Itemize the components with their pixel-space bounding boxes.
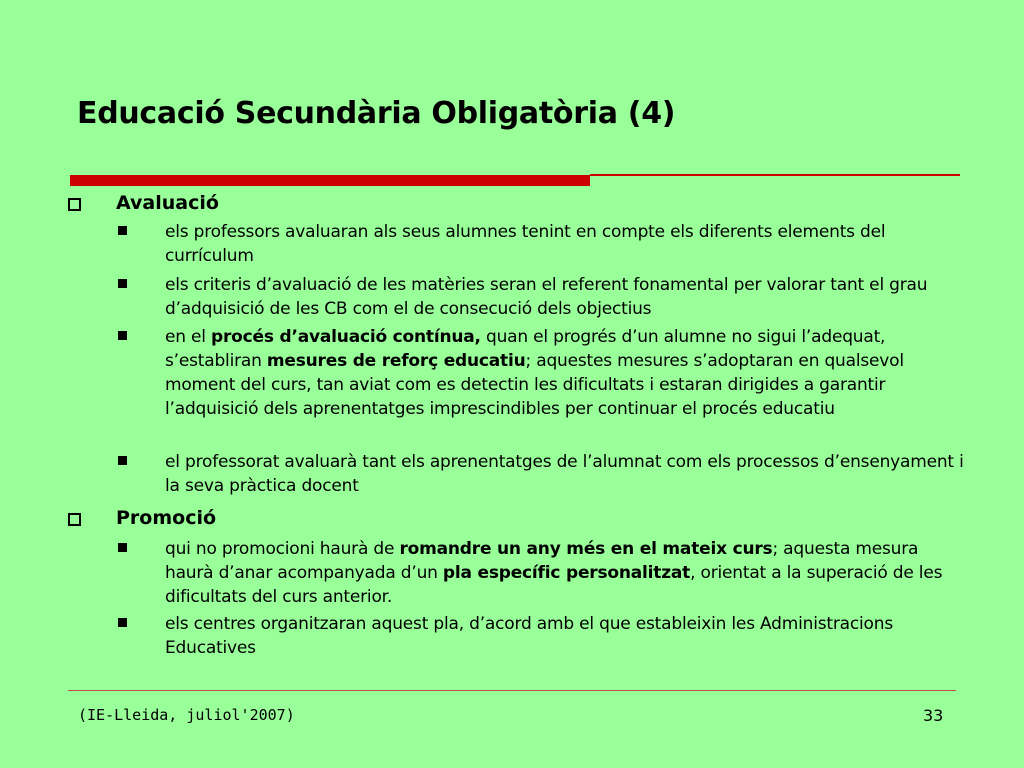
slide-title: Educació Secundària Obligatòria (4) (77, 96, 676, 131)
bullet-icon (118, 331, 127, 340)
bold-text: pla específic personalitzat (442, 563, 691, 583)
bullet-text: qui no promocioni haurà de (165, 539, 400, 559)
section-heading-avaluacio: Avaluació (116, 192, 219, 214)
bullet-text: els professors avaluaran als seus alumnes tenint en compte els diferents elements del currículum (165, 222, 886, 266)
section-marker-icon (68, 513, 81, 526)
bullet-icon (118, 456, 127, 465)
bullet-text: quan el progrés d’un alumne no sigui l’adequat, s’establiran (165, 327, 886, 371)
bold-text: romandre un any més en el mateix curs (399, 539, 773, 559)
list-item (165, 220, 965, 268)
bullet-icon (118, 226, 127, 235)
list-item (165, 325, 965, 421)
footer-source: (IE-Lleida, juliol'2007) (78, 706, 295, 724)
bullet-icon (118, 543, 127, 552)
bold-text: procés d’avaluació contínua, (211, 327, 481, 347)
section-heading-promocio: Promoció (116, 507, 217, 529)
title-underline-thin (590, 174, 960, 176)
bullet-text: ; aquesta mesura haurà d’anar acompanyada d’un (165, 539, 919, 583)
bullet-icon (118, 279, 127, 288)
list-item (165, 450, 965, 498)
bullet-icon (118, 618, 127, 627)
list-item (165, 273, 965, 321)
footer-rule (68, 690, 956, 691)
page-number: 33 (923, 706, 944, 725)
bullet-text: ; aquestes mesures s’adoptaran en qualsevol moment del curs, tan aviat com es detectin les dificultats i estaran dirigides a garantir l’adquisició dels aprenentatges imprescindibles per continuar el procés educatiu (165, 351, 904, 419)
bold-text: mesures de reforç educatiu (266, 351, 526, 371)
bullet-text: els centres organitzaran aquest pla, d’acord amb el que estableixin les Administracions Educatives (165, 614, 893, 658)
list-item (165, 612, 965, 660)
title-underline-thick (70, 175, 590, 186)
list-item (165, 537, 965, 609)
section-marker-icon (68, 198, 81, 211)
bullet-text: el professorat avaluarà tant els aprenentatges de l’alumnat com els processos d’ensenyament i la seva pràctica docent (165, 452, 964, 496)
bullet-text: els criteris d’avaluació de les matèries seran el referent fonamental per valorar tant el grau d’adquisició de les CB com el de consecució dels objectius (165, 275, 928, 319)
bullet-text: en el (165, 327, 212, 347)
bullet-text: , orientat a la superació de les dificultats del curs anterior. (165, 563, 943, 607)
